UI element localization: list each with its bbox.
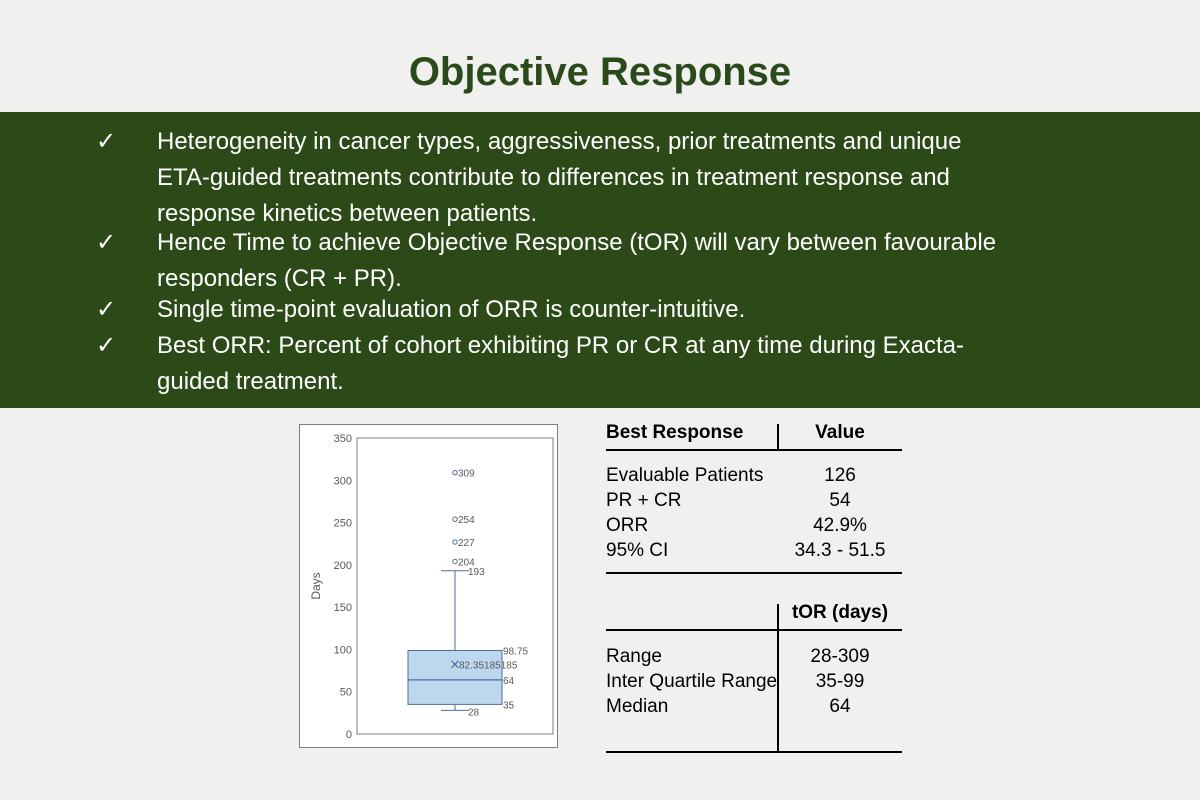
table1-row-value: 34.3 - 51.5: [794, 540, 886, 561]
table1-row-label: Evaluable Patients: [606, 465, 764, 486]
table2-row-value: 28-309: [810, 646, 870, 667]
y-tick-label: 150: [333, 602, 352, 615]
min-label: 28: [468, 707, 480, 719]
table2-row-label: Median: [606, 696, 669, 717]
table1-row-value: 126: [824, 465, 856, 486]
bullet-line: guided treatment.: [157, 368, 344, 395]
outlier-label: 309: [458, 468, 475, 480]
table1-row-value: 42.9%: [813, 515, 867, 536]
checkmark-icon: ✓: [96, 128, 117, 155]
checkmark-icon: ✓: [96, 332, 117, 359]
outlier-point: [453, 540, 457, 544]
outlier-label: 227: [458, 538, 475, 550]
table1-row-label: 95% CI: [606, 540, 669, 561]
table2-header-rule: [606, 629, 902, 631]
q1-label: 35: [503, 700, 515, 712]
y-tick-label: 200: [333, 559, 352, 572]
box-plot-chart: [299, 424, 558, 748]
median-label: 64: [503, 675, 515, 687]
table1-bottom-rule: [606, 572, 902, 574]
table2-row-value: 35-99: [815, 671, 865, 692]
table2-header-value: tOR (days): [791, 602, 889, 623]
outlier-point: [453, 470, 457, 474]
checkmark-icon: ✓: [96, 296, 117, 323]
page-title: Objective Response: [408, 50, 792, 94]
table1-row-value: 54: [829, 490, 851, 511]
y-tick-label: 50: [339, 686, 352, 699]
outlier-point: [453, 559, 457, 563]
bullet-line: responders (CR + PR).: [157, 265, 402, 292]
outlier-point: [453, 517, 457, 521]
table1-header-divider: [777, 424, 779, 450]
mean-label: 82.35185185: [459, 660, 518, 672]
table2-row-value: 64: [829, 696, 851, 717]
table1-header-label: Best Response: [606, 422, 744, 443]
y-tick-label: 250: [333, 517, 352, 530]
outlier-label: 254: [458, 515, 475, 527]
table1-row-label: PR + CR: [606, 490, 682, 511]
y-tick-label: 100: [333, 644, 352, 657]
y-tick-label: 0: [345, 729, 352, 741]
table1-header-value: Value: [815, 422, 865, 443]
bullet-line: Single time-point evaluation of ORR is counter-intuitive.: [157, 296, 746, 323]
table2-row-label: Range: [606, 646, 662, 667]
outlier-label: 204: [458, 557, 475, 569]
bullet-line: Hence Time to achieve Objective Response (tOR) will vary between favourable: [157, 229, 997, 256]
table2-row-label: Inter Quartile Range: [606, 671, 778, 692]
table2-bottom-rule: [606, 751, 902, 753]
bullet-text: [157, 292, 1137, 328]
iqr-box: [408, 650, 502, 704]
bullet-line: response kinetics between patients.: [157, 200, 538, 227]
bullet-text: [157, 328, 1137, 400]
max-label: 193: [468, 566, 485, 578]
y-tick-label: 350: [333, 433, 352, 445]
bullet-text: [157, 225, 1137, 297]
box-plot-svg: [300, 425, 557, 747]
y-axis-label: Days: [309, 572, 323, 600]
bullet-line: ETA-guided treatments contribute to differences in treatment response and: [157, 164, 950, 191]
y-tick-label: 300: [333, 475, 352, 488]
checkmark-icon: ✓: [96, 229, 117, 256]
q3-label: 98.75: [503, 646, 529, 658]
bullet-line: Best ORR: Percent of cohort exhibiting PR or CR at any time during Exacta-: [157, 332, 965, 359]
table1-row-label: ORR: [606, 515, 649, 536]
bullet-panel: [0, 112, 1200, 408]
bullet-line: Heterogeneity in cancer types, aggressiveness, prior treatments and unique: [157, 128, 962, 155]
table1-header-rule: [606, 449, 902, 451]
bullet-text: [157, 124, 1137, 232]
